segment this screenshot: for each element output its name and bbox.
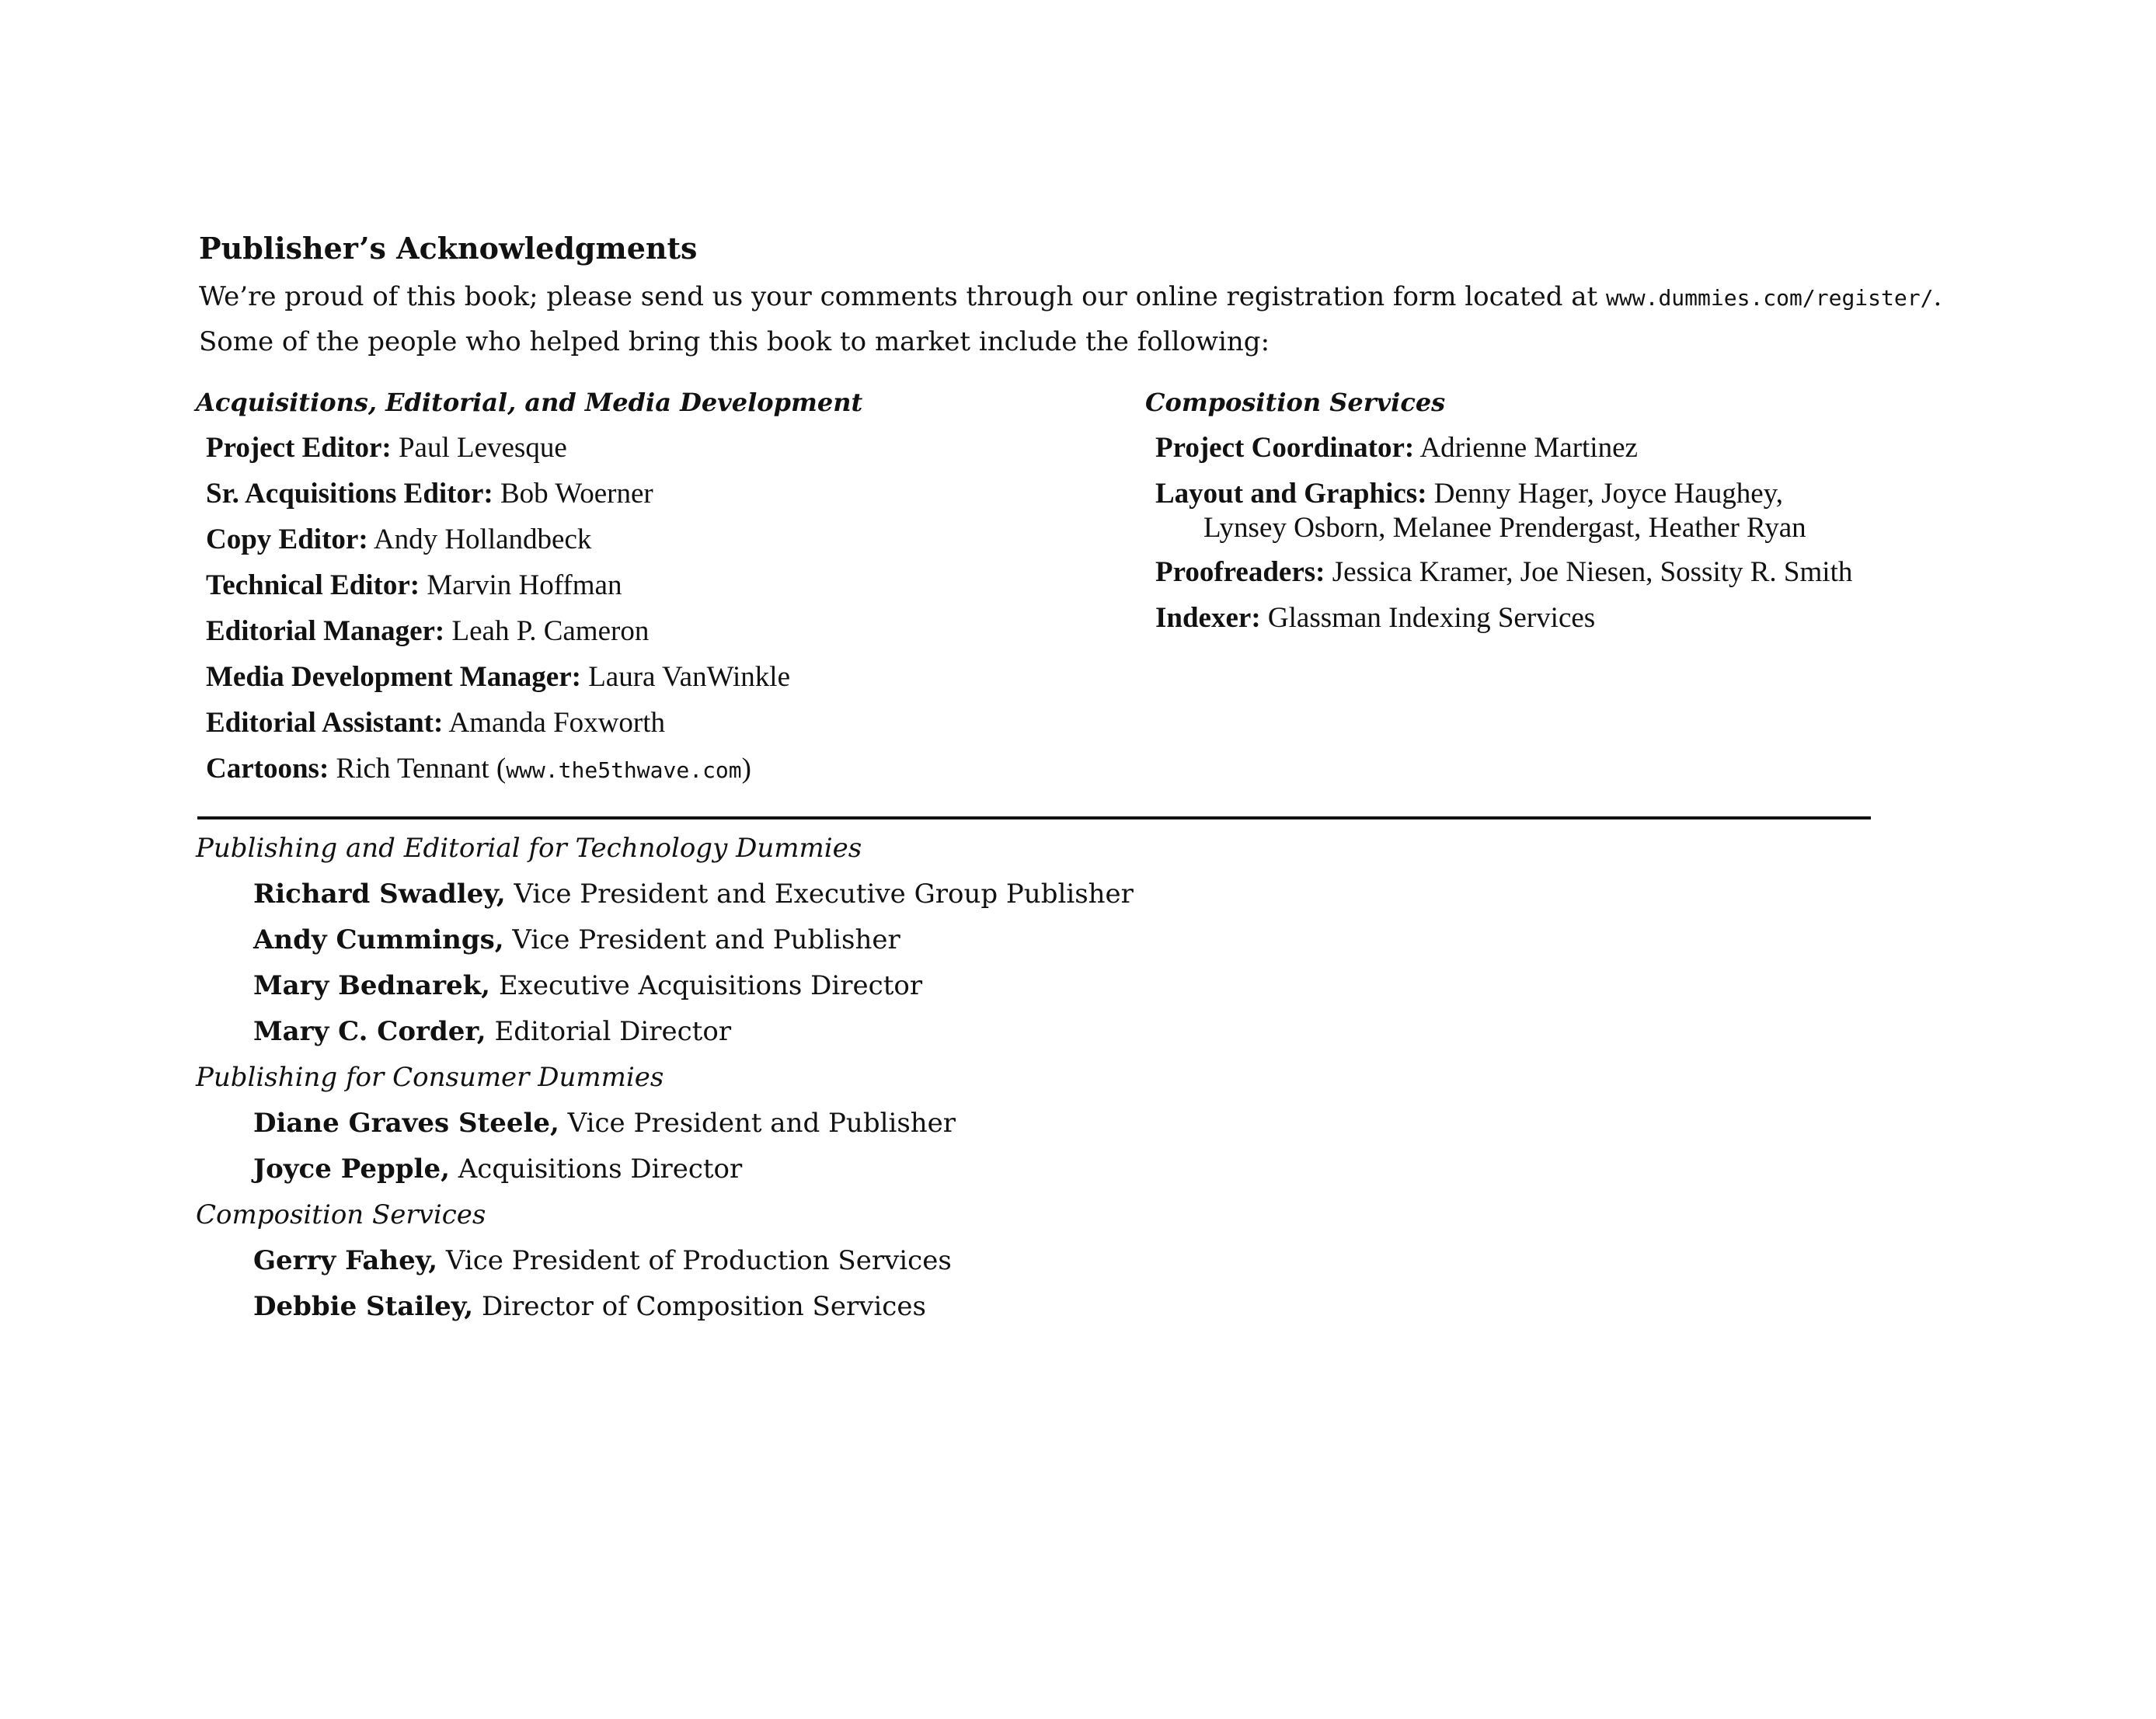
credit-item (206, 569, 622, 603)
credit-role: Indexer: (1155, 602, 1261, 634)
section-heading-acquisitions: Acquisitions, Editorial, and Media Development (196, 388, 863, 417)
person-title: Editorial Director (486, 1016, 732, 1047)
credit-name: Andy Hollandbeck (367, 524, 592, 555)
person-name: Gerry Fahey, (253, 1245, 438, 1276)
credit-end: ) (741, 753, 751, 785)
person-name: Richard Swadley, (253, 879, 506, 910)
credit-role: Technical Editor: (206, 569, 420, 601)
person-title: Acquisitions Director (449, 1154, 743, 1185)
credit-name: Rich Tennant ( (329, 753, 507, 785)
section-heading-composition-services: Composition Services (196, 1199, 486, 1230)
credit-name: Denny Hager, Joyce Haughey, (1426, 478, 1783, 510)
person-name: Andy Cummings, (253, 924, 504, 955)
section-heading-composition: Composition Services (1145, 388, 1446, 417)
credit-role: Proofreaders: (1155, 556, 1325, 588)
section-heading-consumer: Publishing for Consumer Dummies (196, 1062, 664, 1093)
section-heading-technology: Publishing and Editorial for Technology Dummies (196, 833, 862, 864)
person-name: Joyce Pepple, (253, 1154, 450, 1185)
person-item (253, 877, 1134, 911)
credit-name: Glassman Indexing Services (1260, 602, 1596, 634)
person-item (253, 1289, 926, 1324)
credit-item (206, 752, 751, 788)
credit-item (206, 660, 790, 694)
person-item (253, 969, 922, 1003)
credit-role: Media Development Manager: (206, 661, 581, 693)
person-item (253, 1106, 956, 1140)
credit-name: Paul Levesque (391, 432, 567, 464)
person-title: Vice President of Production Services (437, 1245, 952, 1276)
credit-name-continued: Lynsey Osborn, Melanee Prendergast, Heather Ryan (1203, 512, 1806, 544)
person-title: Vice President and Executive Group Publisher (505, 879, 1134, 910)
person-item (253, 1014, 731, 1049)
credit-name: Adrienne Martinez (1414, 432, 1638, 464)
credit-item (1155, 477, 1806, 545)
credit-role: Cartoons: (206, 753, 329, 785)
credit-role: Editorial Assistant: (206, 707, 444, 739)
intro-text: We’re proud of this book; please send us your comments through our online registration form located at (199, 281, 1607, 312)
credit-name: Amanda Foxworth (443, 707, 665, 739)
section-divider (197, 816, 1871, 819)
credit-item (1155, 431, 1638, 465)
person-item (253, 1244, 952, 1278)
credit-role: Editorial Manager: (206, 615, 445, 647)
credit-name: Marvin Hoffman (420, 569, 622, 601)
credit-item (206, 477, 653, 511)
person-name: Debbie Stailey, (253, 1291, 474, 1322)
person-item (253, 1152, 742, 1186)
page-title: Publisher’s Acknowledgments (199, 231, 698, 266)
credit-role: Sr. Acquisitions Editor: (206, 478, 493, 510)
person-name: Mary Bednarek, (253, 970, 491, 1001)
credit-role: Project Editor: (206, 432, 392, 464)
cartoons-url: www.the5thwave.com (506, 757, 742, 783)
credit-name: Laura VanWinkle (580, 661, 791, 693)
credit-item (206, 431, 567, 465)
registration-url: www.dummies.com/register/ (1606, 285, 1934, 311)
credit-role: Project Coordinator: (1155, 432, 1415, 464)
credit-item (1155, 555, 1852, 590)
intro-period: . (1933, 281, 1942, 312)
credit-list-acquisitions (206, 431, 1138, 788)
person-item (253, 923, 900, 957)
person-title: Vice President and Publisher (503, 924, 900, 955)
person-title: Vice President and Publisher (559, 1108, 956, 1139)
person-title: Director of Composition Services (473, 1291, 926, 1322)
credit-role: Layout and Graphics: (1155, 478, 1427, 510)
person-name: Mary C. Corder, (253, 1016, 486, 1047)
credit-item (206, 523, 591, 557)
credit-name: Jessica Kramer, Joe Niesen, Sossity R. Smith (1325, 556, 1853, 588)
credit-name: Bob Woerner (493, 478, 653, 510)
credit-item (206, 614, 649, 649)
intro-line-1 (199, 280, 1942, 315)
credit-item (1155, 601, 1595, 635)
person-title: Executive Acquisitions Director (490, 970, 923, 1001)
credit-list-composition (1155, 431, 2010, 664)
credit-name: Leah P. Cameron (444, 615, 650, 647)
credit-item (206, 706, 665, 740)
credit-role: Copy Editor: (206, 524, 368, 555)
person-name: Diane Graves Steele, (253, 1108, 559, 1139)
intro-line-2: Some of the people who helped bring this book to market include the following: (199, 326, 1270, 357)
